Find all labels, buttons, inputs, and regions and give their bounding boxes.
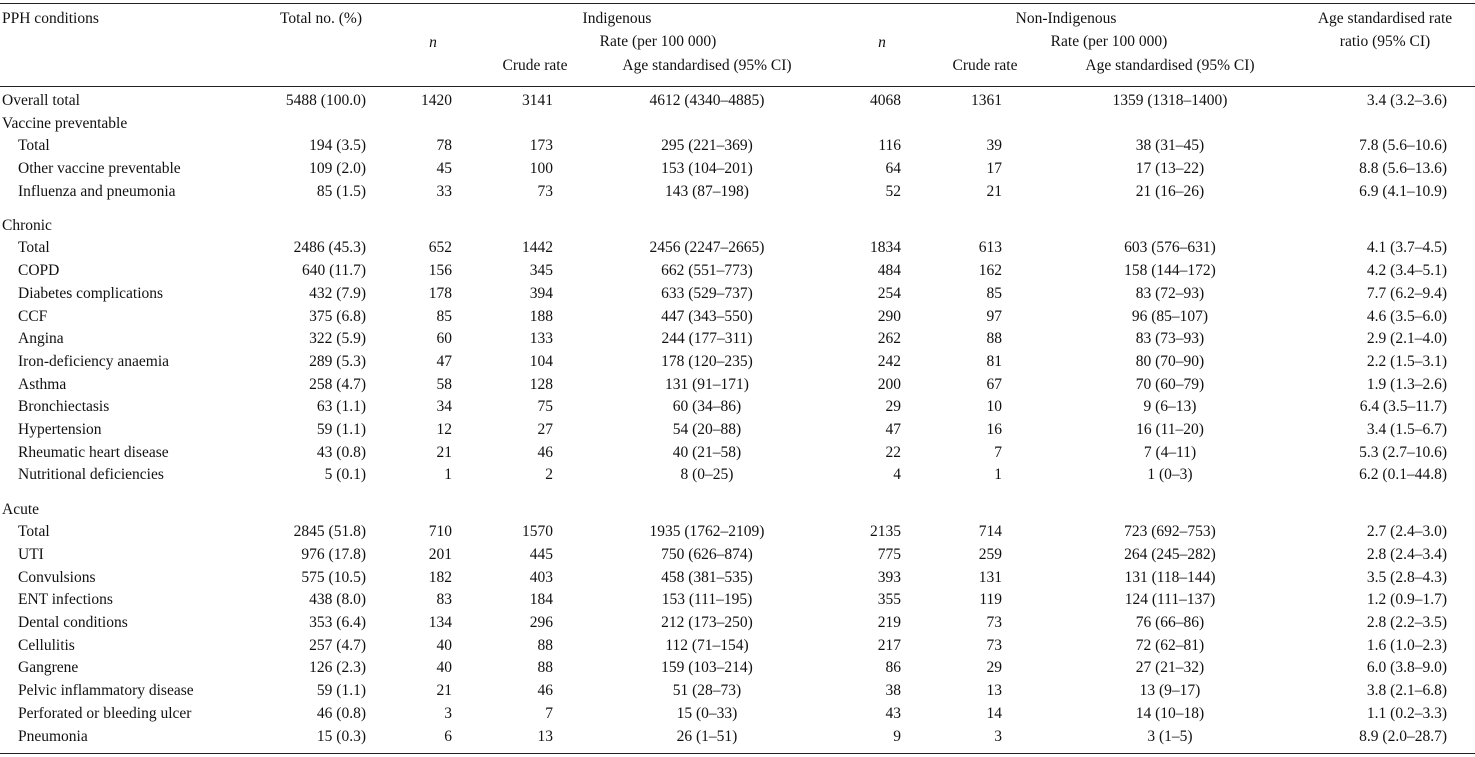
table-row bbox=[0, 681, 1475, 701]
table-row bbox=[0, 182, 1475, 202]
cell-non-crude: 16 bbox=[986, 421, 1002, 438]
cell-non-n: 290 bbox=[877, 308, 901, 325]
cell-ind-age: 447 (343–550) bbox=[661, 308, 753, 325]
header-non-indigenous-n: n bbox=[878, 34, 886, 51]
row-section-label: Chronic bbox=[2, 217, 52, 234]
cell-non-crude: 714 bbox=[978, 523, 1002, 540]
cell-ind-n: 33 bbox=[436, 183, 452, 200]
cell-non-crude: 613 bbox=[978, 239, 1002, 256]
cell-non-age: 3 (1–5) bbox=[1147, 728, 1193, 745]
cell-total: 59 (1.1) bbox=[316, 682, 366, 699]
table-row bbox=[0, 420, 1475, 440]
cell-ind-n: 83 bbox=[436, 591, 452, 608]
cell-ind-n: 21 bbox=[436, 682, 452, 699]
cell-ratio: 6.9 (4.1–10.9) bbox=[1359, 183, 1447, 200]
cell-ind-n: 3 bbox=[444, 705, 452, 722]
cell-non-n: 64 bbox=[885, 160, 901, 177]
cell-ind-n: 40 bbox=[436, 637, 452, 654]
cell-non-crude: 162 bbox=[978, 262, 1002, 279]
cell-ind-crude: 133 bbox=[529, 330, 553, 347]
row-label: Total bbox=[18, 137, 50, 154]
cell-ind-age: 750 (626–874) bbox=[661, 546, 753, 563]
table-row bbox=[0, 159, 1475, 179]
cell-ind-crude: 88 bbox=[537, 659, 553, 676]
cell-non-crude: 259 bbox=[978, 546, 1002, 563]
cell-ind-n: 182 bbox=[428, 569, 452, 586]
cell-non-age: 13 (9–17) bbox=[1139, 682, 1201, 699]
cell-non-age: 16 (11–20) bbox=[1136, 421, 1204, 438]
cell-ratio: 1.2 (0.9–1.7) bbox=[1366, 591, 1447, 608]
cell-ind-n: 21 bbox=[436, 444, 452, 461]
cell-total: 109 (2.0) bbox=[309, 160, 366, 177]
cell-non-crude: 85 bbox=[986, 285, 1002, 302]
cell-ratio: 2.8 (2.2–3.5) bbox=[1366, 614, 1447, 631]
cell-non-n: 43 bbox=[885, 705, 901, 722]
cell-non-age: 27 (21–32) bbox=[1135, 659, 1205, 676]
cell-non-age: 83 (72–93) bbox=[1135, 285, 1205, 302]
cell-total: 46 (0.8) bbox=[316, 705, 366, 722]
cell-ind-age: 295 (221–369) bbox=[661, 137, 753, 154]
header-non-indigenous: Non-Indigenous bbox=[1015, 10, 1117, 27]
row-label: Diabetes complications bbox=[18, 285, 164, 302]
table-row bbox=[0, 465, 1475, 485]
cell-ind-age: 458 (381–535) bbox=[661, 569, 753, 586]
cell-ind-crude: 1570 bbox=[522, 523, 553, 540]
cell-ratio: 1.1 (0.2–3.3) bbox=[1366, 705, 1447, 722]
cell-non-age: 83 (73–93) bbox=[1135, 330, 1205, 347]
header-indigenous-age-std: Age standardised (95% CI) bbox=[622, 57, 792, 74]
row-label: Asthma bbox=[18, 376, 67, 393]
cell-non-crude: 1 bbox=[994, 466, 1002, 483]
cell-ind-age: 244 (177–311) bbox=[661, 330, 753, 347]
cell-non-age: 158 (144–172) bbox=[1124, 262, 1216, 279]
cell-non-age: 80 (70–90) bbox=[1135, 353, 1205, 370]
row-label: ENT infections bbox=[18, 591, 113, 608]
row-label: Hypertension bbox=[18, 421, 102, 438]
cell-ind-age: 131 (91–171) bbox=[665, 376, 749, 393]
cell-non-age: 96 (85–107) bbox=[1131, 308, 1209, 325]
cell-total: 5 (0.1) bbox=[324, 466, 366, 483]
cell-total: 640 (11.7) bbox=[302, 262, 366, 279]
cell-non-n: 1834 bbox=[870, 239, 901, 256]
cell-non-crude: 1361 bbox=[971, 92, 1002, 109]
cell-ind-n: 85 bbox=[436, 308, 452, 325]
cell-total: 322 (5.9) bbox=[309, 330, 366, 347]
cell-non-age: 7 (4–11) bbox=[1143, 444, 1197, 461]
cell-ind-crude: 345 bbox=[529, 262, 553, 279]
cell-non-n: 4068 bbox=[870, 92, 901, 109]
cell-ind-n: 58 bbox=[436, 376, 452, 393]
cell-ind-crude: 184 bbox=[529, 591, 553, 608]
cell-ind-age: 2456 (2247–2665) bbox=[649, 239, 765, 256]
header-non-indigenous-crude: Crude rate bbox=[952, 57, 1018, 74]
table-row bbox=[0, 216, 1475, 236]
header-indigenous-crude: Crude rate bbox=[502, 57, 568, 74]
cell-ratio: 2.7 (2.4–3.0) bbox=[1366, 523, 1447, 540]
cell-non-crude: 73 bbox=[986, 614, 1002, 631]
row-label: Angina bbox=[18, 330, 64, 347]
cell-ind-crude: 27 bbox=[537, 421, 553, 438]
cell-ind-crude: 296 bbox=[529, 614, 553, 631]
cell-total: 258 (4.7) bbox=[309, 376, 366, 393]
cell-non-age: 21 (16–26) bbox=[1135, 183, 1205, 200]
cell-ind-n: 78 bbox=[436, 137, 452, 154]
cell-ind-n: 134 bbox=[428, 614, 452, 631]
table-row bbox=[0, 397, 1475, 417]
cell-ind-n: 6 bbox=[444, 728, 452, 745]
cell-non-age: 38 (31–45) bbox=[1135, 137, 1205, 154]
cell-ind-age: 54 (20–88) bbox=[672, 421, 742, 438]
cell-non-n: 242 bbox=[877, 353, 901, 370]
cell-non-age: 1359 (1318–1400) bbox=[1112, 92, 1228, 109]
cell-ind-crude: 75 bbox=[537, 398, 553, 415]
cell-non-age: 70 (60–79) bbox=[1135, 376, 1205, 393]
row-label: Gangrene bbox=[18, 659, 79, 676]
cell-non-crude: 21 bbox=[986, 183, 1002, 200]
cell-total: 85 (1.5) bbox=[316, 183, 366, 200]
table-row bbox=[0, 261, 1475, 281]
cell-non-crude: 131 bbox=[978, 569, 1002, 586]
cell-non-crude: 73 bbox=[986, 637, 1002, 654]
table-header-rule bbox=[0, 86, 1475, 87]
cell-non-n: 38 bbox=[885, 682, 901, 699]
row-label: Influenza and pneumonia bbox=[18, 183, 176, 200]
cell-non-crude: 88 bbox=[986, 330, 1002, 347]
cell-ratio: 1.6 (1.0–2.3) bbox=[1366, 637, 1447, 654]
cell-ind-age: 143 (87–198) bbox=[665, 183, 749, 200]
cell-non-n: 219 bbox=[877, 614, 901, 631]
cell-non-age: 17 (13–22) bbox=[1135, 160, 1205, 177]
cell-ratio: 1.9 (1.3–2.6) bbox=[1366, 376, 1447, 393]
cell-ratio: 3.8 (2.1–6.8) bbox=[1366, 682, 1447, 699]
cell-ind-n: 12 bbox=[436, 421, 452, 438]
cell-total: 289 (5.3) bbox=[309, 353, 366, 370]
table-row bbox=[0, 91, 1475, 111]
cell-ind-crude: 104 bbox=[529, 353, 553, 370]
cell-non-crude: 10 bbox=[986, 398, 1002, 415]
cell-ratio: 7.7 (6.2–9.4) bbox=[1366, 285, 1447, 302]
cell-ratio: 4.2 (3.4–5.1) bbox=[1366, 262, 1447, 279]
cell-ind-crude: 3141 bbox=[522, 92, 553, 109]
row-label: Bronchiectasis bbox=[18, 398, 110, 415]
row-label: Dental conditions bbox=[18, 614, 128, 631]
row-label: Rheumatic heart disease bbox=[18, 444, 169, 461]
cell-ratio: 6.0 (3.8–9.0) bbox=[1366, 659, 1447, 676]
cell-non-age: 76 (66–86) bbox=[1135, 614, 1205, 631]
cell-total: 438 (8.0) bbox=[309, 591, 366, 608]
cell-non-crude: 14 bbox=[986, 705, 1002, 722]
cell-ind-age: 112 (71–154) bbox=[665, 637, 749, 654]
row-label: Iron-deficiency anaemia bbox=[18, 353, 170, 370]
cell-ratio: 6.2 (0.1–44.8) bbox=[1359, 466, 1447, 483]
cell-ratio: 6.4 (3.5–11.7) bbox=[1359, 398, 1447, 415]
cell-non-crude: 13 bbox=[986, 682, 1002, 699]
cell-ind-crude: 13 bbox=[537, 728, 553, 745]
cell-ind-age: 178 (120–235) bbox=[661, 353, 753, 370]
cell-non-crude: 29 bbox=[986, 659, 1002, 676]
cell-ind-n: 1420 bbox=[421, 92, 452, 109]
cell-non-n: 116 bbox=[878, 137, 901, 154]
cell-ind-age: 662 (551–773) bbox=[661, 262, 753, 279]
table-row bbox=[0, 329, 1475, 349]
cell-ind-crude: 445 bbox=[529, 546, 553, 563]
cell-ind-age: 60 (34–86) bbox=[672, 398, 742, 415]
cell-ratio: 3.4 (3.2–3.6) bbox=[1366, 92, 1447, 109]
table-row bbox=[0, 284, 1475, 304]
cell-non-crude: 3 bbox=[994, 728, 1002, 745]
cell-total: 43 (0.8) bbox=[316, 444, 366, 461]
cell-ind-n: 45 bbox=[436, 160, 452, 177]
cell-non-n: 393 bbox=[877, 569, 901, 586]
cell-non-crude: 67 bbox=[986, 376, 1002, 393]
cell-ratio: 7.8 (5.6–10.6) bbox=[1359, 137, 1447, 154]
cell-non-age: 603 (576–631) bbox=[1124, 239, 1216, 256]
cell-total: 2845 (51.8) bbox=[293, 523, 366, 540]
cell-ratio: 2.2 (1.5–3.1) bbox=[1366, 353, 1447, 370]
header-indigenous-rate: Rate (per 100 000) bbox=[599, 33, 717, 50]
row-label: Other vaccine preventable bbox=[18, 160, 181, 177]
cell-total: 375 (6.8) bbox=[309, 308, 366, 325]
table-row bbox=[0, 114, 1475, 134]
header-non-indigenous-age-std: Age standardised (95% CI) bbox=[1085, 57, 1255, 74]
cell-ind-n: 156 bbox=[428, 262, 452, 279]
cell-non-age: 124 (111–137) bbox=[1124, 591, 1216, 608]
table-row bbox=[0, 613, 1475, 633]
cell-ratio: 4.1 (3.7–4.5) bbox=[1366, 239, 1447, 256]
cell-non-age: 264 (245–282) bbox=[1124, 546, 1216, 563]
cell-non-n: 9 bbox=[893, 728, 901, 745]
row-label: Total bbox=[18, 239, 50, 256]
cell-total: 353 (6.4) bbox=[309, 614, 366, 631]
cell-ratio: 2.8 (2.4–3.4) bbox=[1366, 546, 1447, 563]
cell-ind-crude: 403 bbox=[529, 569, 553, 586]
table-row bbox=[0, 568, 1475, 588]
table-row bbox=[0, 590, 1475, 610]
row-label: UTI bbox=[18, 546, 44, 563]
cell-non-age: 14 (10–18) bbox=[1135, 705, 1205, 722]
table-row bbox=[0, 522, 1475, 542]
cell-ind-crude: 88 bbox=[537, 637, 553, 654]
cell-ind-n: 710 bbox=[428, 523, 452, 540]
cell-ind-crude: 188 bbox=[529, 308, 553, 325]
cell-total: 2486 (45.3) bbox=[293, 239, 366, 256]
table-row bbox=[0, 545, 1475, 565]
cell-total: 432 (7.9) bbox=[309, 285, 366, 302]
table-row bbox=[0, 352, 1475, 372]
cell-non-n: 200 bbox=[877, 376, 901, 393]
cell-total: 575 (10.5) bbox=[301, 569, 366, 586]
cell-total: 126 (2.3) bbox=[309, 659, 366, 676]
row-label: CCF bbox=[18, 308, 48, 325]
row-label: Nutritional deficiencies bbox=[18, 466, 164, 483]
cell-non-n: 262 bbox=[877, 330, 901, 347]
cell-non-age: 723 (692–753) bbox=[1124, 523, 1216, 540]
cell-non-n: 254 bbox=[877, 285, 901, 302]
cell-ind-age: 633 (529–737) bbox=[661, 285, 753, 302]
cell-ind-crude: 100 bbox=[529, 160, 553, 177]
cell-non-age: 1 (0–3) bbox=[1147, 466, 1193, 483]
cell-non-n: 355 bbox=[877, 591, 901, 608]
cell-ind-age: 1935 (1762–2109) bbox=[649, 523, 765, 540]
table-row bbox=[0, 375, 1475, 395]
cell-non-n: 775 bbox=[877, 546, 901, 563]
cell-ind-age: 153 (104–201) bbox=[661, 160, 753, 177]
cell-non-n: 52 bbox=[885, 183, 901, 200]
cell-non-crude: 7 bbox=[994, 444, 1002, 461]
cell-ind-age: 4612 (4340–4885) bbox=[649, 92, 765, 109]
cell-ind-n: 60 bbox=[436, 330, 452, 347]
header-total-no: Total no. (%) bbox=[280, 10, 362, 27]
table-row bbox=[0, 500, 1475, 520]
cell-total: 59 (1.1) bbox=[316, 421, 366, 438]
table-row bbox=[0, 727, 1475, 747]
cell-total: 15 (0.3) bbox=[316, 728, 366, 745]
cell-ind-crude: 46 bbox=[537, 444, 553, 461]
cell-ind-age: 40 (21–58) bbox=[672, 444, 742, 461]
table-row bbox=[0, 136, 1475, 156]
header-indigenous: Indigenous bbox=[582, 10, 652, 27]
cell-ind-age: 153 (111–195) bbox=[661, 591, 753, 608]
cell-ind-n: 178 bbox=[428, 285, 452, 302]
cell-non-crude: 97 bbox=[986, 308, 1002, 325]
cell-non-age: 131 (118–144) bbox=[1124, 569, 1216, 586]
header-pph-conditions: PPH conditions bbox=[2, 10, 99, 27]
cell-non-n: 29 bbox=[885, 398, 901, 415]
header-indigenous-n: n bbox=[429, 34, 437, 51]
cell-ind-n: 1 bbox=[444, 466, 452, 483]
row-label: Cellulitis bbox=[18, 637, 75, 654]
cell-ratio: 2.9 (2.1–4.0) bbox=[1366, 330, 1447, 347]
cell-ratio: 3.4 (1.5–6.7) bbox=[1366, 421, 1447, 438]
cell-non-crude: 17 bbox=[986, 160, 1002, 177]
row-label: Convulsions bbox=[18, 569, 96, 586]
table-row bbox=[0, 443, 1475, 463]
row-label: Total bbox=[18, 523, 50, 540]
cell-non-crude: 119 bbox=[979, 591, 1002, 608]
table-row bbox=[0, 238, 1475, 258]
cell-ratio: 8.8 (5.6–13.6) bbox=[1359, 160, 1447, 177]
cell-total: 976 (17.8) bbox=[301, 546, 366, 563]
cell-ind-crude: 173 bbox=[529, 137, 553, 154]
cell-ind-crude: 73 bbox=[537, 183, 553, 200]
row-section-label: Acute bbox=[2, 501, 40, 518]
cell-non-age: 72 (62–81) bbox=[1135, 637, 1205, 654]
cell-non-age: 9 (6–13) bbox=[1143, 398, 1197, 415]
cell-non-n: 217 bbox=[877, 637, 901, 654]
cell-ind-crude: 128 bbox=[529, 376, 553, 393]
cell-non-n: 47 bbox=[885, 421, 901, 438]
cell-non-crude: 81 bbox=[986, 353, 1002, 370]
row-section-label: Vaccine preventable bbox=[2, 115, 128, 132]
table-row bbox=[0, 636, 1475, 656]
cell-ind-age: 8 (0–25) bbox=[680, 466, 734, 483]
cell-non-n: 4 bbox=[893, 466, 901, 483]
cell-ratio: 4.6 (3.5–6.0) bbox=[1366, 308, 1447, 325]
table-row bbox=[0, 704, 1475, 724]
cell-ind-age: 51 (28–73) bbox=[672, 682, 742, 699]
row-label: COPD bbox=[18, 262, 60, 279]
header-ratio-line2: ratio (95% CI) bbox=[1339, 33, 1431, 50]
cell-total: 5488 (100.0) bbox=[285, 92, 366, 109]
cell-non-n: 22 bbox=[885, 444, 901, 461]
table-top-rule bbox=[0, 3, 1475, 4]
header-ratio-line1: Age standardised rate bbox=[1317, 10, 1453, 27]
row-section-label: Overall total bbox=[2, 92, 80, 109]
cell-total: 63 (1.1) bbox=[316, 398, 366, 415]
cell-ind-n: 34 bbox=[436, 398, 452, 415]
cell-ratio: 3.5 (2.8–4.3) bbox=[1366, 569, 1447, 586]
cell-total: 194 (3.5) bbox=[309, 137, 366, 154]
cell-non-crude: 39 bbox=[986, 137, 1002, 154]
cell-non-n: 86 bbox=[885, 659, 901, 676]
header-non-indigenous-rate: Rate (per 100 000) bbox=[1050, 33, 1168, 50]
cell-ind-n: 652 bbox=[428, 239, 452, 256]
table-bottom-rule bbox=[0, 753, 1475, 754]
cell-non-n: 2135 bbox=[870, 523, 901, 540]
cell-ind-n: 40 bbox=[436, 659, 452, 676]
cell-ind-age: 212 (173–250) bbox=[661, 614, 753, 631]
cell-ratio: 5.3 (2.7–10.6) bbox=[1359, 444, 1447, 461]
cell-ind-age: 15 (0–33) bbox=[676, 705, 738, 722]
row-label: Perforated or bleeding ulcer bbox=[18, 705, 192, 722]
cell-ind-crude: 1442 bbox=[522, 239, 553, 256]
row-label: Pelvic inflammatory disease bbox=[18, 682, 194, 699]
cell-ind-n: 47 bbox=[436, 353, 452, 370]
cell-ind-crude: 7 bbox=[545, 705, 553, 722]
cell-ind-age: 26 (1–51) bbox=[676, 728, 738, 745]
cell-ind-crude: 394 bbox=[529, 285, 553, 302]
cell-total: 257 (4.7) bbox=[309, 637, 366, 654]
table-row bbox=[0, 307, 1475, 327]
cell-ind-age: 159 (103–214) bbox=[661, 659, 753, 676]
cell-ind-crude: 46 bbox=[537, 682, 553, 699]
cell-ind-n: 201 bbox=[428, 546, 452, 563]
table-row bbox=[0, 658, 1475, 678]
cell-ind-crude: 2 bbox=[545, 466, 553, 483]
cell-ratio: 8.9 (2.0–28.7) bbox=[1359, 728, 1447, 745]
row-label: Pneumonia bbox=[18, 728, 88, 745]
cell-non-n: 484 bbox=[877, 262, 901, 279]
